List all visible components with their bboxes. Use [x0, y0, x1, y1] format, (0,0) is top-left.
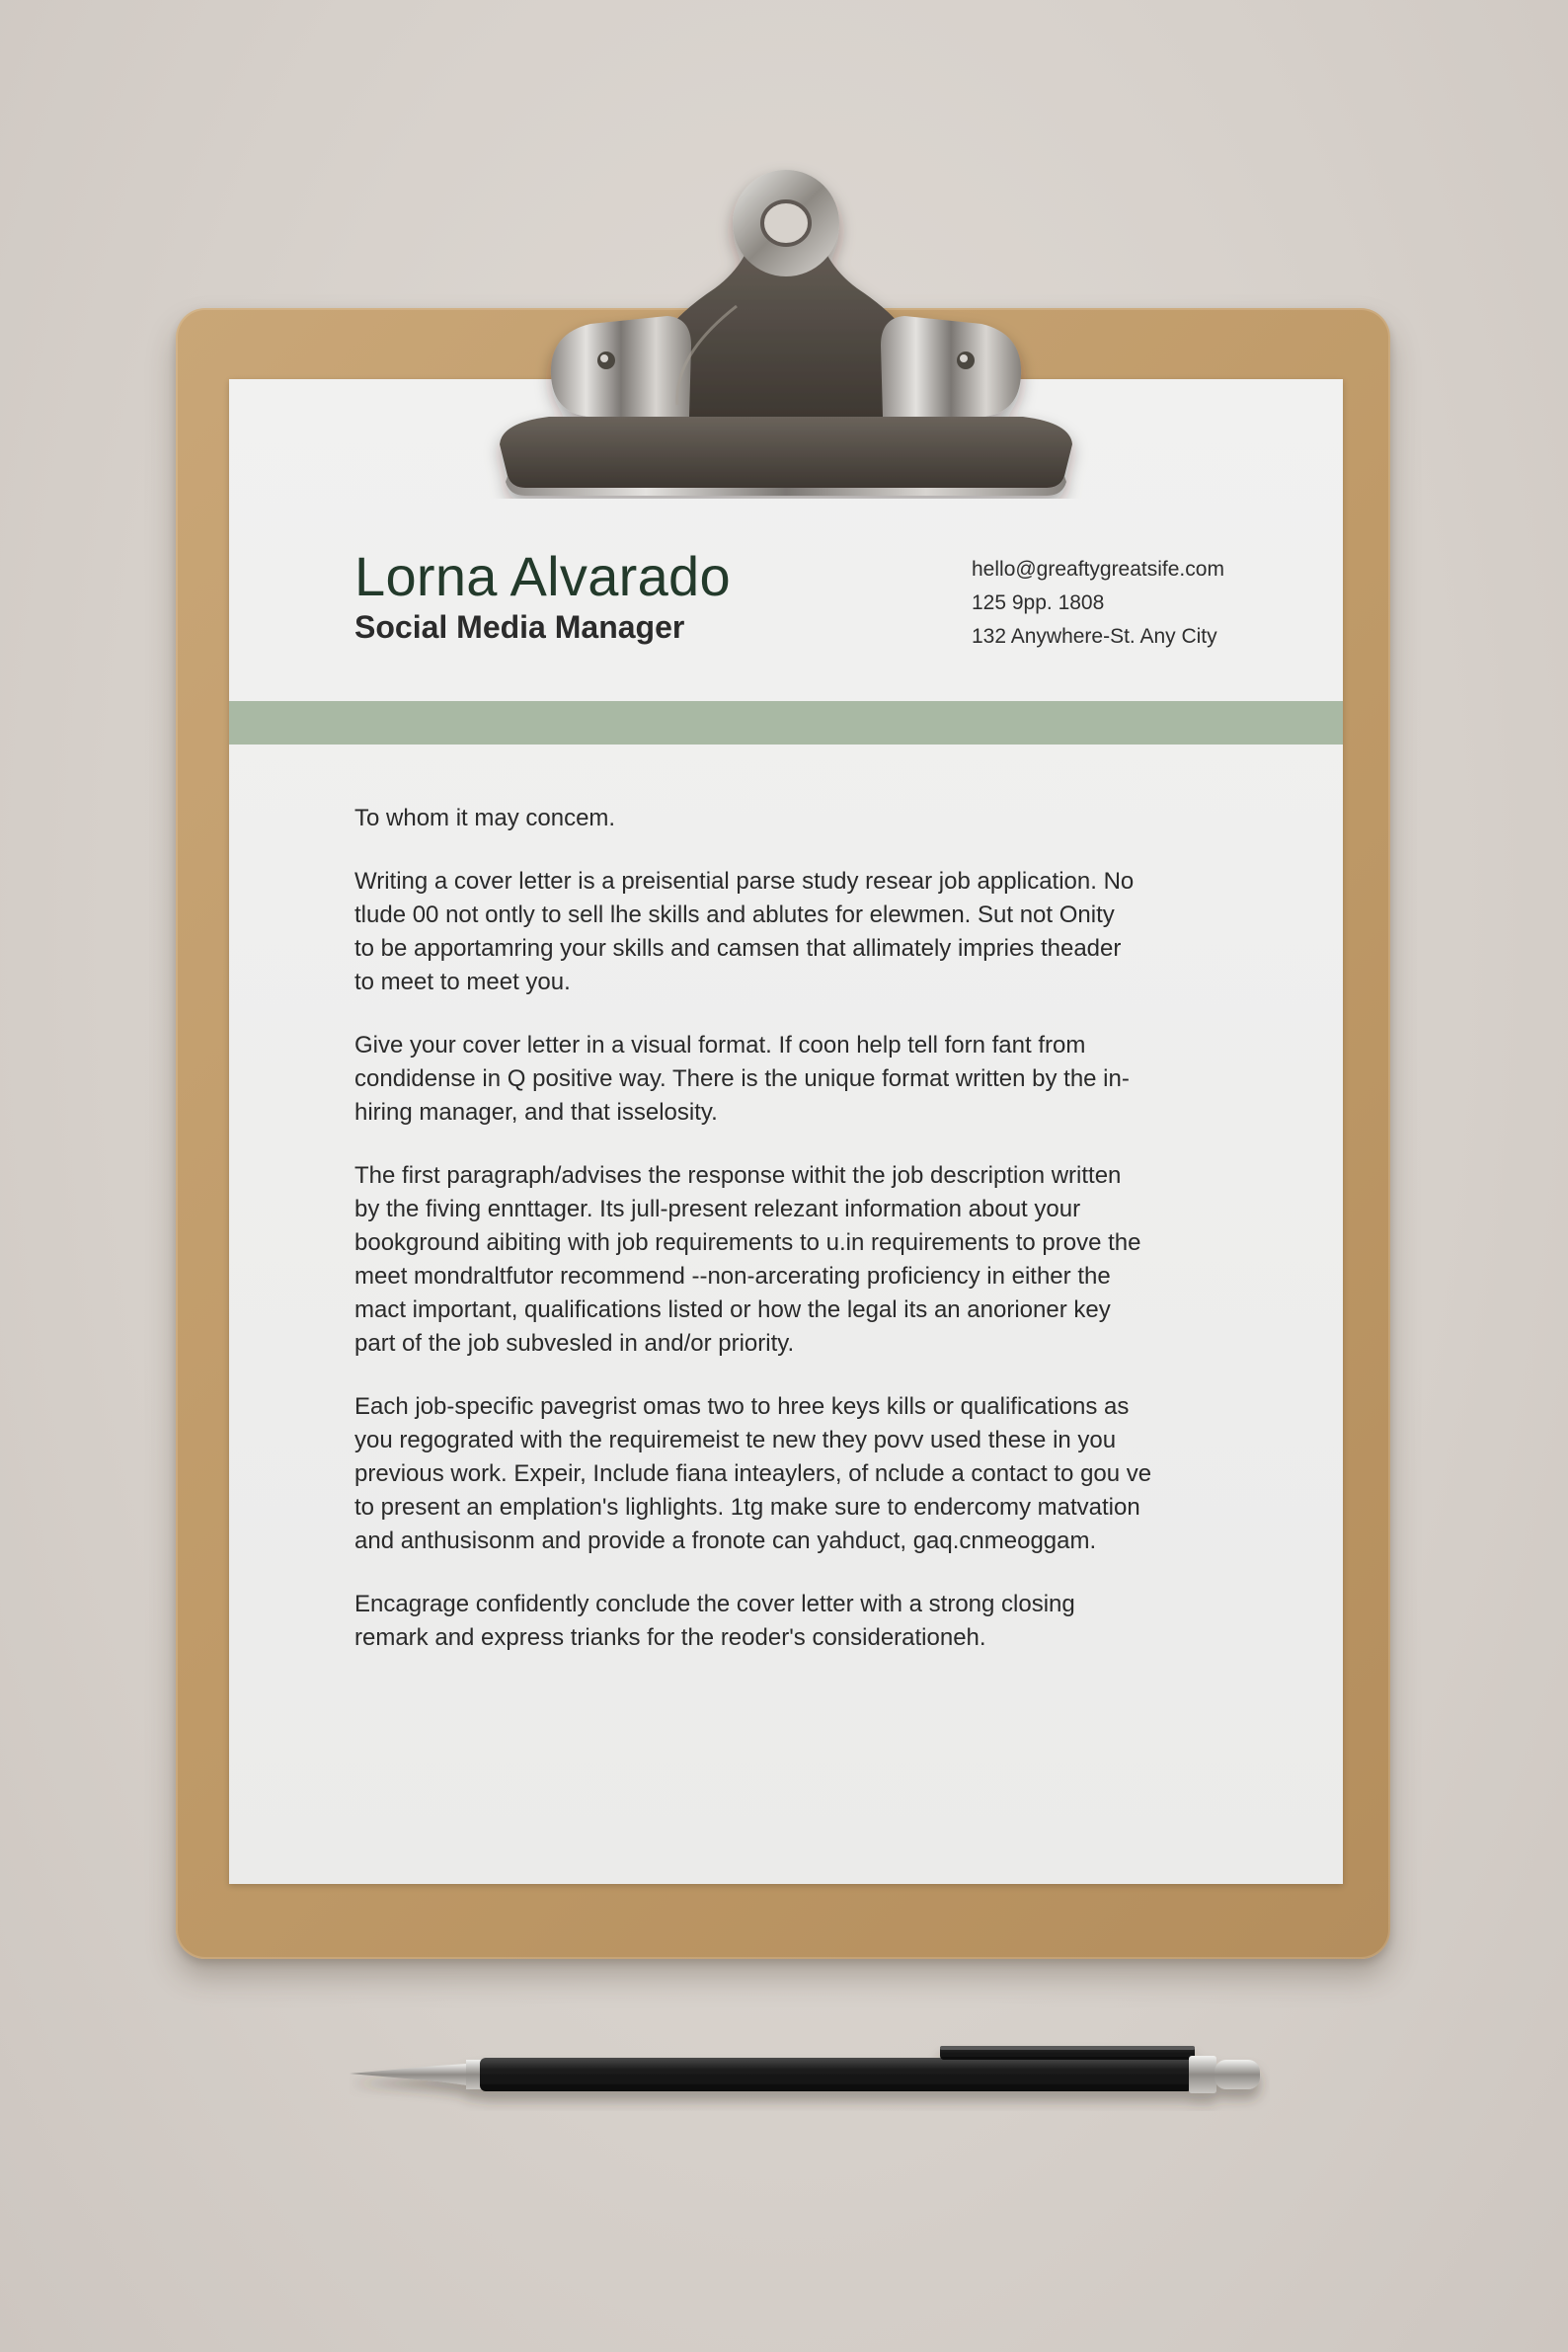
contact-phone: 125 9pp. 1808	[972, 591, 1105, 614]
paragraph-line: Encagrage confidently conclude the cover letter with a strong closing	[354, 1591, 1075, 1617]
metal-clipboard-clip-icon	[480, 158, 1092, 499]
paragraph-1	[354, 865, 1243, 999]
paragraph-line: to be apportamring your skills and camsen that allimately impries theader	[354, 935, 1122, 962]
paragraph-line: and anthusisonm and provide a fronote can yahduct, gaq.cnmeoggam.	[354, 1528, 1097, 1554]
paragraph-line: meet mondraltfutor recommend --non-arcerating proficiency in either the	[354, 1263, 1111, 1290]
contact-email: hello@greaftygreatsife.com	[972, 558, 1224, 581]
paragraph-line: condidense in Q positive way. There is the unique format written by the in-	[354, 1065, 1130, 1092]
paragraph-line: The first paragraph/advises the response withit the job description written	[354, 1162, 1122, 1189]
paragraph-line: remark and express trianks for the reoder's considerationeh.	[354, 1624, 986, 1651]
paragraph-3	[354, 1159, 1243, 1361]
contact-address: 132 Anywhere-St. Any City	[972, 625, 1217, 648]
salutation: To whom it may concem.	[354, 805, 616, 831]
paragraph-line: part of the job subvesled in and/or priority.	[354, 1330, 795, 1357]
paragraph-line: Each job-specific pavegrist omas two to hree keys kills or qualifications as	[354, 1393, 1130, 1420]
paragraph-line: bookground aibiting with job requirements to u.in requirements to prove the	[354, 1229, 1141, 1256]
paragraph-line: by the fiving ennttager. Its jull-present relezant information about your	[354, 1196, 1081, 1222]
ballpoint-pen-icon	[350, 2032, 1270, 2111]
paragraph-line: to present an emplation's lighlights. 1tg make sure to endercomy matvation	[354, 1494, 1140, 1521]
paragraph-4	[354, 1390, 1243, 1558]
accent-band	[229, 701, 1343, 745]
paragraph-line: you regograted with the requiremeist te new they povv used these in you	[354, 1427, 1117, 1453]
paragraph-line: previous work. Expeir, Include fiana inteaylers, of nclude a contact to gou ve	[354, 1460, 1152, 1487]
paragraph-line: Give your cover letter in a visual format. If coon help tell forn fant from	[354, 1032, 1086, 1058]
paragraph-line: hiring manager, and that isselosity.	[354, 1099, 718, 1126]
contact-block	[972, 553, 1224, 654]
cover-letter-page	[229, 379, 1343, 1884]
applicant-title: Social Media Manager	[354, 609, 685, 645]
applicant-name: Lorna Alvarado	[354, 545, 731, 607]
paragraph-line: to meet to meet you.	[354, 969, 571, 995]
paragraph-line: tlude 00 not ontly to sell lhe skills and ablutes for elewmen. Sut not Onity	[354, 902, 1115, 928]
paragraph-line: Writing a cover letter is a preisential parse study resear job application. No	[354, 868, 1135, 895]
paragraph-5	[354, 1588, 1243, 1655]
paragraph-line: mact important, qualifications listed or how the legal its an anorioner key	[354, 1296, 1111, 1323]
letter-body	[354, 802, 1243, 1685]
paragraph-2	[354, 1029, 1243, 1130]
